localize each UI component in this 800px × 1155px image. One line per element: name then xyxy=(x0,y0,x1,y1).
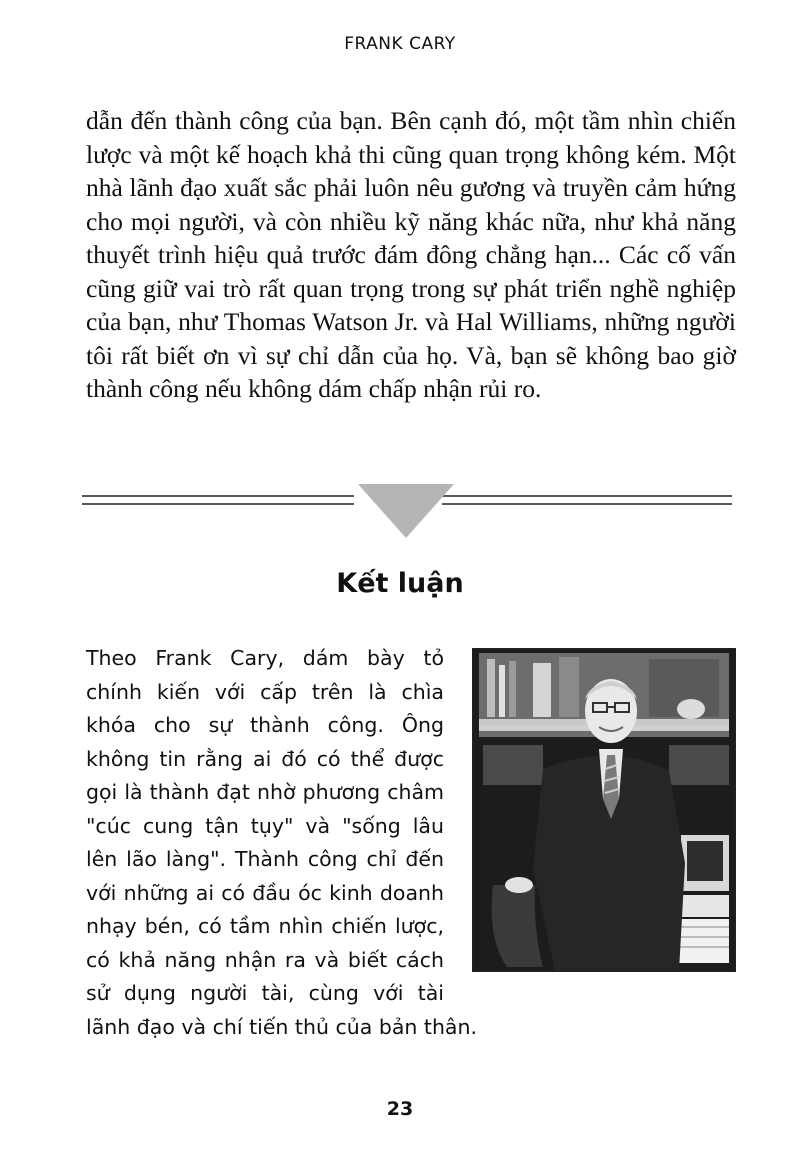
section-title: Kết luận xyxy=(336,568,464,599)
conclusion-section xyxy=(86,642,736,1044)
conclusion-paragraph: Theo Frank Cary, dám bày tỏ chính kiến với cấp trên là chìa khóa cho sự thành công. Ông không tin rằng ai đó có thể được gọi là thành đạt nhờ phương châm "cúc cung tận tụy" và "sống lâu lên lão làng". Thành công chỉ đến với những ai có đầu óc kinh doanh nhạy bén, có tầm nhìn chiến lược, có khả năng nhận ra và biết cách sử dụng người tài, cùng với tài lãnh đạo và chí tiến thủ của bản thân. xyxy=(86,646,478,1039)
section-divider xyxy=(82,482,732,542)
running-header: FRANK CARY xyxy=(344,34,456,54)
body-paragraph: dẫn đến thành công của bạn. Bên cạnh đó, một tầm nhìn chiến lược và một kế hoạch khả thi cũng quan trọng không kém. Một nhà lãnh đạo xuất sắc phải luôn nêu gương và truyền cảm hứng cho mọi người, và còn nhiều kỹ năng khác nữa, như khả năng thuyết trình hiệu quả trước đám đông chẳng hạn... Các cố vấn cũng giữ vai trò rất quan trọng trong sự phát triển nghề nghiệp của bạn, như Thomas Watson Jr. và Hal Williams, những người tôi rất biết ơn vì sự chỉ dẫn của họ. Và, bạn sẽ không bao giờ thành công nếu không dám chấp nhận rủi ro. xyxy=(86,106,736,403)
page-number: 23 xyxy=(386,1098,414,1120)
portrait-photo xyxy=(472,648,736,972)
